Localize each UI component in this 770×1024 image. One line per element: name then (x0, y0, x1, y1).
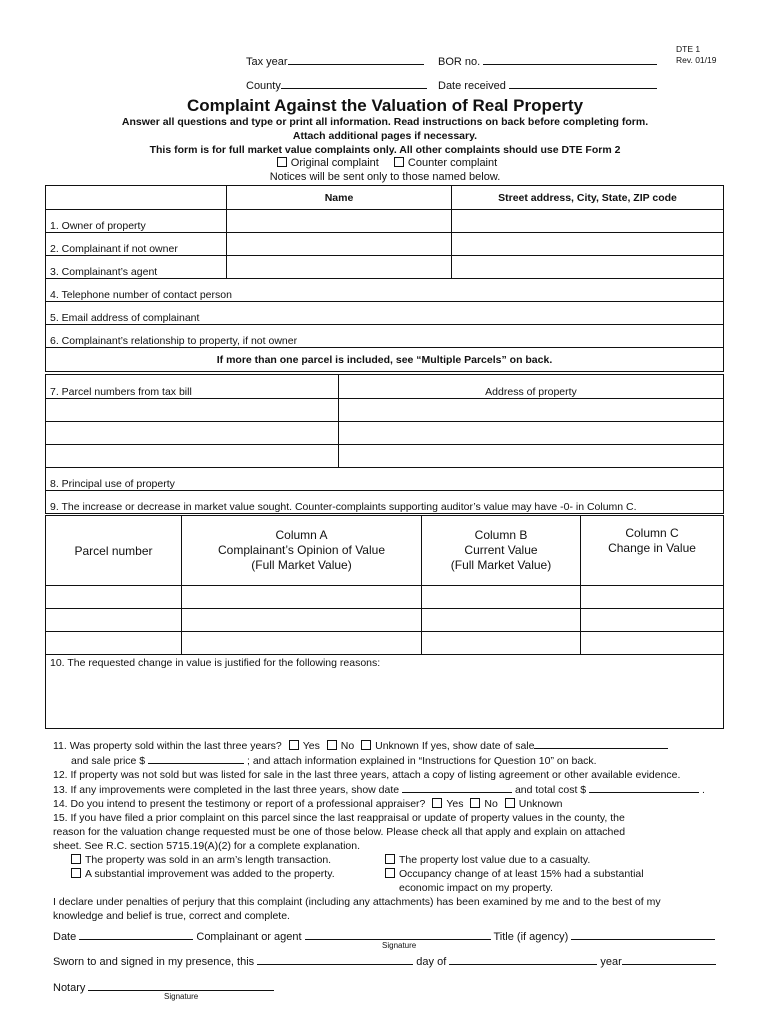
complainant-signature-line[interactable] (305, 929, 491, 940)
date-line[interactable] (79, 929, 193, 940)
parcel-number-cell[interactable] (46, 422, 339, 445)
agent-address-cell[interactable] (452, 256, 724, 279)
column-a-note: (Full Market Value) (251, 558, 352, 572)
tax-year-label: Tax year (246, 56, 288, 68)
complainant-name-cell[interactable] (227, 233, 452, 256)
parcel-number-cell[interactable] (46, 399, 339, 422)
value-cell[interactable] (182, 586, 422, 609)
casualty-label: The property lost value due to a casualty. (399, 854, 591, 866)
value-table (45, 515, 724, 729)
q15-options (53, 853, 733, 895)
sale-price-label: and sale price $ (71, 755, 146, 767)
q14 (53, 797, 733, 811)
q15-line: sheet. See R.C. section 5715.19(A)(2) for a complete explanation. (53, 840, 361, 852)
county-field[interactable] (246, 78, 427, 92)
row-label: 1. Owner of property (46, 210, 227, 233)
q15-line: reason for the valuation change requested must be one of those below. Please check all that apply and explain on attached (53, 826, 626, 838)
column-b-title: Column B (474, 528, 528, 542)
month-line[interactable] (449, 954, 597, 965)
property-address-header: Address of property (339, 375, 724, 399)
tax-year-field[interactable] (246, 54, 424, 68)
value-cell[interactable] (422, 586, 581, 609)
q11-unknown-checkbox[interactable] (361, 740, 371, 750)
parcel-address-cell[interactable] (339, 422, 724, 445)
notary-label: Notary (53, 982, 86, 994)
q14-yes-label: Yes (446, 798, 464, 810)
signature-caption: Signature (382, 941, 417, 950)
arms-length-checkbox[interactable] (71, 854, 81, 864)
q14-no-label: No (484, 798, 498, 810)
row-label: 2. Complainant if not owner (46, 233, 227, 256)
q13-text: 13. If any improvements were completed in the last three years, show date (53, 784, 400, 796)
value-cell[interactable] (182, 632, 422, 655)
occupancy-label: Occupancy change of at least 15% had a substantial (399, 868, 644, 880)
q14-no-checkbox[interactable] (470, 798, 480, 808)
questions-section (53, 738, 733, 923)
parcel-numbers-header: 7. Parcel numbers from tax bill (46, 375, 339, 399)
date-received-label: Date received (438, 80, 506, 92)
value-cell[interactable] (46, 609, 182, 632)
year-label: year (600, 956, 622, 968)
title-label: Title (if agency) (493, 931, 569, 943)
column-b-note: (Full Market Value) (450, 558, 552, 572)
counter-complaint-checkbox[interactable] (394, 157, 404, 167)
signature-row-2 (53, 954, 716, 968)
q15-option-occupancy (381, 867, 644, 881)
parcel-address-cell[interactable] (339, 399, 724, 422)
sworn-label: Sworn to and signed in my presence, this (53, 956, 255, 968)
instruction-line: Attach additional pages if necessary. (292, 130, 478, 142)
q15-option-arms-length (67, 853, 331, 867)
notices-note: Notices will be sent only to those named below. (269, 171, 501, 183)
improvement-label: A substantial improvement was added to the property. (85, 868, 335, 880)
q11-sale-price (53, 753, 733, 768)
form-revision: Rev. 01/19 (676, 55, 717, 65)
column-b-header (422, 516, 581, 586)
county-label: County (246, 80, 281, 92)
column-c-header (581, 516, 724, 586)
q11-unknown-label: Unknown (375, 740, 419, 752)
agent-name-cell[interactable] (227, 256, 452, 279)
page-title: Complaint Against the Valuation of Real Property (186, 96, 584, 115)
value-cell[interactable] (46, 586, 182, 609)
value-cell[interactable] (46, 632, 182, 655)
value-cell[interactable] (182, 609, 422, 632)
q13: 13. If any improvements were completed in the last three years, show date and total cost $ . (53, 784, 705, 796)
name-header: Name (227, 186, 452, 210)
improvement-checkbox[interactable] (71, 868, 81, 878)
original-complaint-label: Original complaint (290, 157, 379, 169)
q11 (53, 738, 733, 753)
improvement-date-line[interactable] (402, 782, 512, 793)
telephone-row[interactable]: 4. Telephone number of contact person (46, 279, 724, 302)
declaration-line: knowledge and belief is true, correct and complete. (53, 910, 290, 922)
relationship-row[interactable]: 6. Complainant’s relationship to property, if not owner (46, 325, 724, 348)
sworn-day-line[interactable] (257, 954, 413, 965)
column-a-subtitle: Complainant’s Opinion of Value (218, 543, 385, 557)
tax-year-line[interactable] (288, 54, 424, 65)
complaint-type (0, 157, 770, 169)
instructions (0, 115, 770, 157)
address-header: Street address, City, State, ZIP code (452, 186, 724, 210)
q11-if-yes: If yes, show date of sale (421, 740, 535, 752)
q14-unknown-checkbox[interactable] (505, 798, 515, 808)
q11-yes-checkbox[interactable] (289, 740, 299, 750)
parcels-table (45, 374, 724, 514)
county-line[interactable] (281, 78, 427, 89)
complainant-label: Complainant or agent (196, 931, 302, 943)
instruction-line: Answer all questions and type or print all information. Read instructions on back before completing form. (121, 116, 649, 128)
arms-length-label: The property was sold in an arm’s length transaction. (85, 854, 332, 866)
casualty-checkbox[interactable] (385, 854, 395, 864)
column-a-title: Column A (275, 528, 328, 542)
bor-no-label: BOR no. (438, 56, 481, 68)
column-c-subtitle: Change in Value (608, 541, 696, 555)
declaration-line: I declare under penalties of perjury that this complaint (including any attachments) has been examined by me and to the best of my (53, 896, 661, 908)
bor-no-line[interactable] (483, 54, 657, 65)
value-cell[interactable] (581, 632, 724, 655)
q14-unknown-label: Unknown (518, 798, 563, 810)
sale-date-line[interactable] (534, 738, 668, 749)
owner-address-cell[interactable] (452, 210, 724, 233)
notary-signature-line[interactable] (88, 980, 274, 991)
title-line[interactable] (571, 929, 715, 940)
principal-use-row[interactable]: 8. Principal use of property (46, 468, 724, 491)
parcel-number-header: Parcel number (46, 516, 182, 586)
complainant-address-cell[interactable] (452, 233, 724, 256)
q10-reasons-box[interactable] (46, 655, 724, 729)
total-cost-line[interactable] (589, 782, 699, 793)
date-label: Date (53, 931, 77, 943)
notary-signature-caption: Signature (164, 992, 199, 1001)
row-label: 3. Complainant’s agent (46, 256, 227, 279)
date-received-line[interactable] (509, 78, 657, 89)
q11-text: 11. Was property sold within the last three years? (53, 740, 282, 752)
q15-line: 15. If you have filed a prior complaint on this parcel since the last reappraisal or update of property values in the county, the (53, 812, 625, 824)
value-cell[interactable] (581, 586, 724, 609)
q14-yes-checkbox[interactable] (432, 798, 442, 808)
bor-no-field[interactable] (438, 54, 657, 68)
day-of-label: day of (416, 956, 447, 968)
q11-yes-label: Yes (302, 740, 320, 752)
occupancy-label-cont: economic impact on my property. (399, 882, 553, 894)
value-cell[interactable] (422, 609, 581, 632)
value-cell[interactable] (581, 609, 724, 632)
email-row[interactable]: 5. Email address of complainant (46, 302, 724, 325)
value-cell[interactable] (422, 632, 581, 655)
sale-price-line[interactable] (148, 753, 244, 764)
q9-row: 9. The increase or decrease in market value sought. Counter-complaints supporting auditor’s value may have -0- in Column C. (46, 491, 724, 514)
q11-attach-text: ; and attach information explained in “Instructions for Question 10” on back. (246, 755, 597, 767)
form-id (676, 44, 716, 66)
year-line[interactable] (622, 954, 716, 965)
parcel-number-cell[interactable] (46, 445, 339, 468)
column-b-subtitle: Current Value (464, 543, 538, 557)
column-c-title: Column C (625, 526, 679, 540)
q12: 12. If property was not sold but was listed for sale in the last three years, attach a copy of listing agreement or other available evidence. (53, 769, 681, 781)
date-received-field[interactable] (438, 78, 657, 92)
parties-table (45, 185, 724, 372)
q11-no-label: No (340, 740, 355, 752)
instruction-line: This form is for full market value complaints only. All other complaints should use DTE Form 2 (149, 144, 621, 156)
form-code: DTE 1 (676, 44, 701, 54)
counter-complaint-label: Counter complaint (407, 157, 498, 169)
multiple-parcels-note: If more than one parcel is included, see “Multiple Parcels” on back. (46, 348, 724, 372)
occupancy-checkbox[interactable] (385, 868, 395, 878)
q14-text: 14. Do you intend to present the testimony or report of a professional appraiser? (53, 798, 426, 810)
q11-no-checkbox[interactable] (327, 740, 337, 750)
q15-option-improvement (67, 867, 335, 881)
column-a-header (182, 516, 422, 586)
q10-label: 10. The requested change in value is justified for the following reasons: (50, 657, 381, 669)
q15-option-casualty (381, 853, 590, 867)
owner-name-cell[interactable] (227, 210, 452, 233)
q13-total-label: and total cost $ (514, 784, 587, 796)
parcel-address-cell[interactable] (339, 445, 724, 468)
original-complaint-checkbox[interactable] (277, 157, 287, 167)
